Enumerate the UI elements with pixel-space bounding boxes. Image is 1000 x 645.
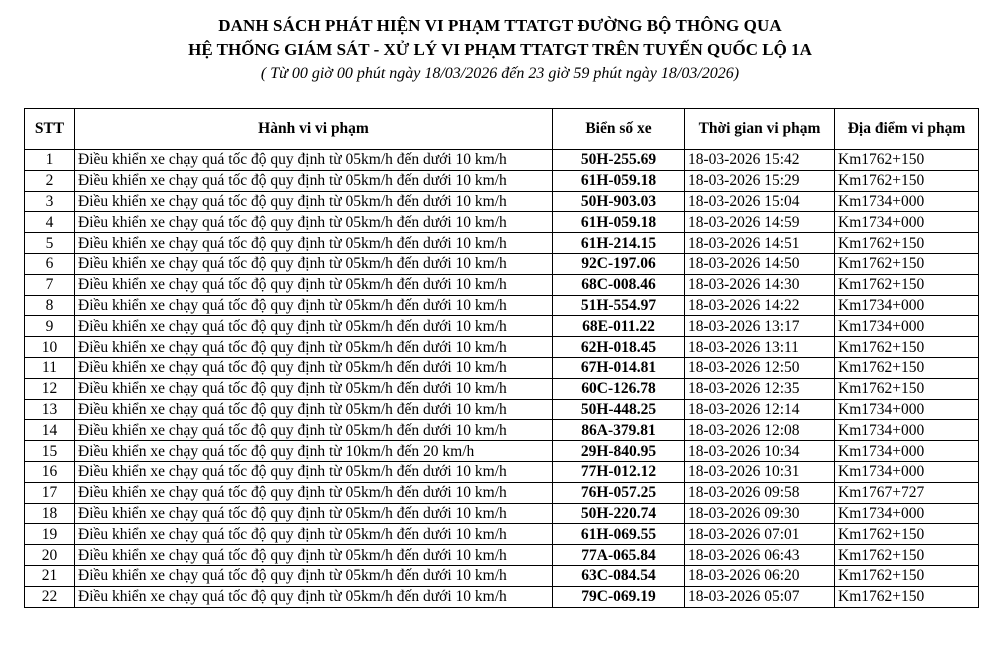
cell-location: Km1734+000 <box>835 295 979 316</box>
cell-violation: Điều khiển xe chạy quá tốc độ quy định từ 05km/h đến dưới 10 km/h <box>75 586 553 607</box>
document-subtitle: ( Từ 00 giờ 00 phút ngày 18/03/2026 đến 23 giờ 59 phút ngày 18/03/2026) <box>260 65 740 82</box>
cell-time: 18-03-2026 14:22 <box>685 295 835 316</box>
cell-stt: 9 <box>25 316 75 337</box>
table-row <box>25 503 979 524</box>
cell-plate: 76H-057.25 <box>553 482 685 503</box>
cell-time: 18-03-2026 05:07 <box>685 586 835 607</box>
cell-time: 18-03-2026 15:04 <box>685 191 835 212</box>
cell-time: 18-03-2026 09:30 <box>685 503 835 524</box>
table-row <box>25 420 979 441</box>
table-row <box>25 565 979 586</box>
cell-violation: Điều khiển xe chạy quá tốc độ quy định từ 05km/h đến dưới 10 km/h <box>75 316 553 337</box>
cell-violation: Điều khiển xe chạy quá tốc độ quy định từ 05km/h đến dưới 10 km/h <box>75 482 553 503</box>
cell-violation: Điều khiển xe chạy quá tốc độ quy định từ 05km/h đến dưới 10 km/h <box>75 150 553 171</box>
document-title-line1: DANH SÁCH PHÁT HIỆN VI PHẠM TTATGT ĐƯỜNG BỘ THÔNG QUA <box>218 16 782 35</box>
cell-stt: 7 <box>25 274 75 295</box>
cell-location: Km1762+150 <box>835 337 979 358</box>
cell-violation: Điều khiển xe chạy quá tốc độ quy định từ 10km/h đến 20 km/h <box>75 441 553 462</box>
table-row <box>25 274 979 295</box>
cell-stt: 14 <box>25 420 75 441</box>
cell-plate: 61H-059.18 <box>553 170 685 191</box>
cell-plate: 62H-018.45 <box>553 337 685 358</box>
cell-plate: 50H-448.25 <box>553 399 685 420</box>
cell-location: Km1734+000 <box>835 316 979 337</box>
cell-stt: 15 <box>25 441 75 462</box>
table-row <box>25 233 979 254</box>
cell-location: Km1762+150 <box>835 274 979 295</box>
cell-location: Km1762+150 <box>835 524 979 545</box>
cell-violation: Điều khiển xe chạy quá tốc độ quy định từ 05km/h đến dưới 10 km/h <box>75 503 553 524</box>
cell-plate: 68E-011.22 <box>553 316 685 337</box>
cell-time: 18-03-2026 15:29 <box>685 170 835 191</box>
cell-location: Km1762+150 <box>835 545 979 566</box>
cell-time: 18-03-2026 12:08 <box>685 420 835 441</box>
cell-location: Km1762+150 <box>835 357 979 378</box>
cell-plate: 51H-554.97 <box>553 295 685 316</box>
table-body <box>25 150 979 608</box>
cell-violation: Điều khiển xe chạy quá tốc độ quy định từ 05km/h đến dưới 10 km/h <box>75 420 553 441</box>
cell-time: 18-03-2026 13:17 <box>685 316 835 337</box>
cell-violation: Điều khiển xe chạy quá tốc độ quy định từ 05km/h đến dưới 10 km/h <box>75 399 553 420</box>
cell-time: 18-03-2026 09:58 <box>685 482 835 503</box>
cell-plate: 60C-126.78 <box>553 378 685 399</box>
cell-time: 18-03-2026 14:51 <box>685 233 835 254</box>
cell-time: 18-03-2026 14:50 <box>685 253 835 274</box>
cell-time: 18-03-2026 12:14 <box>685 399 835 420</box>
cell-stt: 12 <box>25 378 75 399</box>
cell-stt: 13 <box>25 399 75 420</box>
cell-violation: Điều khiển xe chạy quá tốc độ quy định từ 05km/h đến dưới 10 km/h <box>75 295 553 316</box>
header-stt: STT <box>25 109 75 150</box>
cell-stt: 4 <box>25 212 75 233</box>
cell-plate: 50H-903.03 <box>553 191 685 212</box>
table-row <box>25 191 979 212</box>
cell-time: 18-03-2026 06:20 <box>685 565 835 586</box>
header-plate: Biển số xe <box>553 109 685 150</box>
cell-location: Km1734+000 <box>835 461 979 482</box>
header-location: Địa điểm vi phạm <box>835 109 979 150</box>
cell-stt: 3 <box>25 191 75 212</box>
cell-plate: 92C-197.06 <box>553 253 685 274</box>
cell-plate: 50H-220.74 <box>553 503 685 524</box>
cell-location: Km1734+000 <box>835 399 979 420</box>
cell-time: 18-03-2026 14:59 <box>685 212 835 233</box>
table-header-row <box>25 109 979 150</box>
cell-plate: 61H-059.18 <box>553 212 685 233</box>
cell-stt: 17 <box>25 482 75 503</box>
cell-stt: 16 <box>25 461 75 482</box>
table-row <box>25 586 979 607</box>
table-row <box>25 357 979 378</box>
cell-violation: Điều khiển xe chạy quá tốc độ quy định từ 05km/h đến dưới 10 km/h <box>75 545 553 566</box>
cell-stt: 2 <box>25 170 75 191</box>
cell-time: 18-03-2026 10:31 <box>685 461 835 482</box>
table-row <box>25 378 979 399</box>
cell-plate: 68C-008.46 <box>553 274 685 295</box>
cell-time: 18-03-2026 14:30 <box>685 274 835 295</box>
cell-time: 18-03-2026 12:35 <box>685 378 835 399</box>
table-row <box>25 316 979 337</box>
cell-stt: 8 <box>25 295 75 316</box>
cell-violation: Điều khiển xe chạy quá tốc độ quy định từ 05km/h đến dưới 10 km/h <box>75 212 553 233</box>
cell-location: Km1734+000 <box>835 191 979 212</box>
cell-stt: 18 <box>25 503 75 524</box>
cell-time: 18-03-2026 12:50 <box>685 357 835 378</box>
cell-time: 18-03-2026 10:34 <box>685 441 835 462</box>
cell-location: Km1734+000 <box>835 420 979 441</box>
cell-location: Km1762+150 <box>835 565 979 586</box>
cell-violation: Điều khiển xe chạy quá tốc độ quy định từ 05km/h đến dưới 10 km/h <box>75 253 553 274</box>
cell-violation: Điều khiển xe chạy quá tốc độ quy định từ 05km/h đến dưới 10 km/h <box>75 378 553 399</box>
cell-plate: 77A-065.84 <box>553 545 685 566</box>
cell-stt: 5 <box>25 233 75 254</box>
cell-stt: 20 <box>25 545 75 566</box>
cell-plate: 61H-214.15 <box>553 233 685 254</box>
cell-stt: 19 <box>25 524 75 545</box>
cell-plate: 29H-840.95 <box>553 441 685 462</box>
cell-location: Km1767+727 <box>835 482 979 503</box>
violations-table <box>24 108 979 608</box>
cell-location: Km1762+150 <box>835 253 979 274</box>
cell-location: Km1762+150 <box>835 233 979 254</box>
cell-stt: 21 <box>25 565 75 586</box>
cell-violation: Điều khiển xe chạy quá tốc độ quy định từ 05km/h đến dưới 10 km/h <box>75 233 553 254</box>
cell-location: Km1734+000 <box>835 441 979 462</box>
cell-plate: 61H-069.55 <box>553 524 685 545</box>
cell-time: 18-03-2026 13:11 <box>685 337 835 358</box>
table-row <box>25 461 979 482</box>
table-row <box>25 253 979 274</box>
cell-stt: 22 <box>25 586 75 607</box>
cell-stt: 11 <box>25 357 75 378</box>
cell-stt: 10 <box>25 337 75 358</box>
cell-plate: 67H-014.81 <box>553 357 685 378</box>
table-row <box>25 399 979 420</box>
cell-stt: 1 <box>25 150 75 171</box>
table-row <box>25 524 979 545</box>
cell-violation: Điều khiển xe chạy quá tốc độ quy định từ 05km/h đến dưới 10 km/h <box>75 357 553 378</box>
cell-location: Km1762+150 <box>835 170 979 191</box>
cell-time: 18-03-2026 15:42 <box>685 150 835 171</box>
cell-time: 18-03-2026 06:43 <box>685 545 835 566</box>
cell-plate: 77H-012.12 <box>553 461 685 482</box>
table-row <box>25 212 979 233</box>
cell-violation: Điều khiển xe chạy quá tốc độ quy định từ 05km/h đến dưới 10 km/h <box>75 565 553 586</box>
header-violation: Hành vi vi phạm <box>75 109 553 150</box>
cell-violation: Điều khiển xe chạy quá tốc độ quy định từ 05km/h đến dưới 10 km/h <box>75 191 553 212</box>
cell-location: Km1762+150 <box>835 150 979 171</box>
cell-violation: Điều khiển xe chạy quá tốc độ quy định từ 05km/h đến dưới 10 km/h <box>75 337 553 358</box>
cell-plate: 79C-069.19 <box>553 586 685 607</box>
table-row <box>25 545 979 566</box>
table-row <box>25 295 979 316</box>
cell-violation: Điều khiển xe chạy quá tốc độ quy định từ 05km/h đến dưới 10 km/h <box>75 524 553 545</box>
cell-violation: Điều khiển xe chạy quá tốc độ quy định từ 05km/h đến dưới 10 km/h <box>75 170 553 191</box>
cell-plate: 86A-379.81 <box>553 420 685 441</box>
cell-violation: Điều khiển xe chạy quá tốc độ quy định từ 05km/h đến dưới 10 km/h <box>75 274 553 295</box>
table-row <box>25 441 979 462</box>
document-title-line2: HỆ THỐNG GIÁM SÁT - XỬ LÝ VI PHẠM TTATGT TRÊN TUYẾN QUỐC LỘ 1A <box>188 40 812 59</box>
table-row <box>25 150 979 171</box>
cell-location: Km1762+150 <box>835 378 979 399</box>
cell-location: Km1734+000 <box>835 212 979 233</box>
cell-time: 18-03-2026 07:01 <box>685 524 835 545</box>
header-time: Thời gian vi phạm <box>685 109 835 150</box>
cell-violation: Điều khiển xe chạy quá tốc độ quy định từ 05km/h đến dưới 10 km/h <box>75 461 553 482</box>
table-row <box>25 337 979 358</box>
table-row <box>25 482 979 503</box>
cell-plate: 50H-255.69 <box>553 150 685 171</box>
cell-location: Km1762+150 <box>835 586 979 607</box>
cell-plate: 63C-084.54 <box>553 565 685 586</box>
cell-stt: 6 <box>25 253 75 274</box>
cell-location: Km1734+000 <box>835 503 979 524</box>
table-row <box>25 170 979 191</box>
